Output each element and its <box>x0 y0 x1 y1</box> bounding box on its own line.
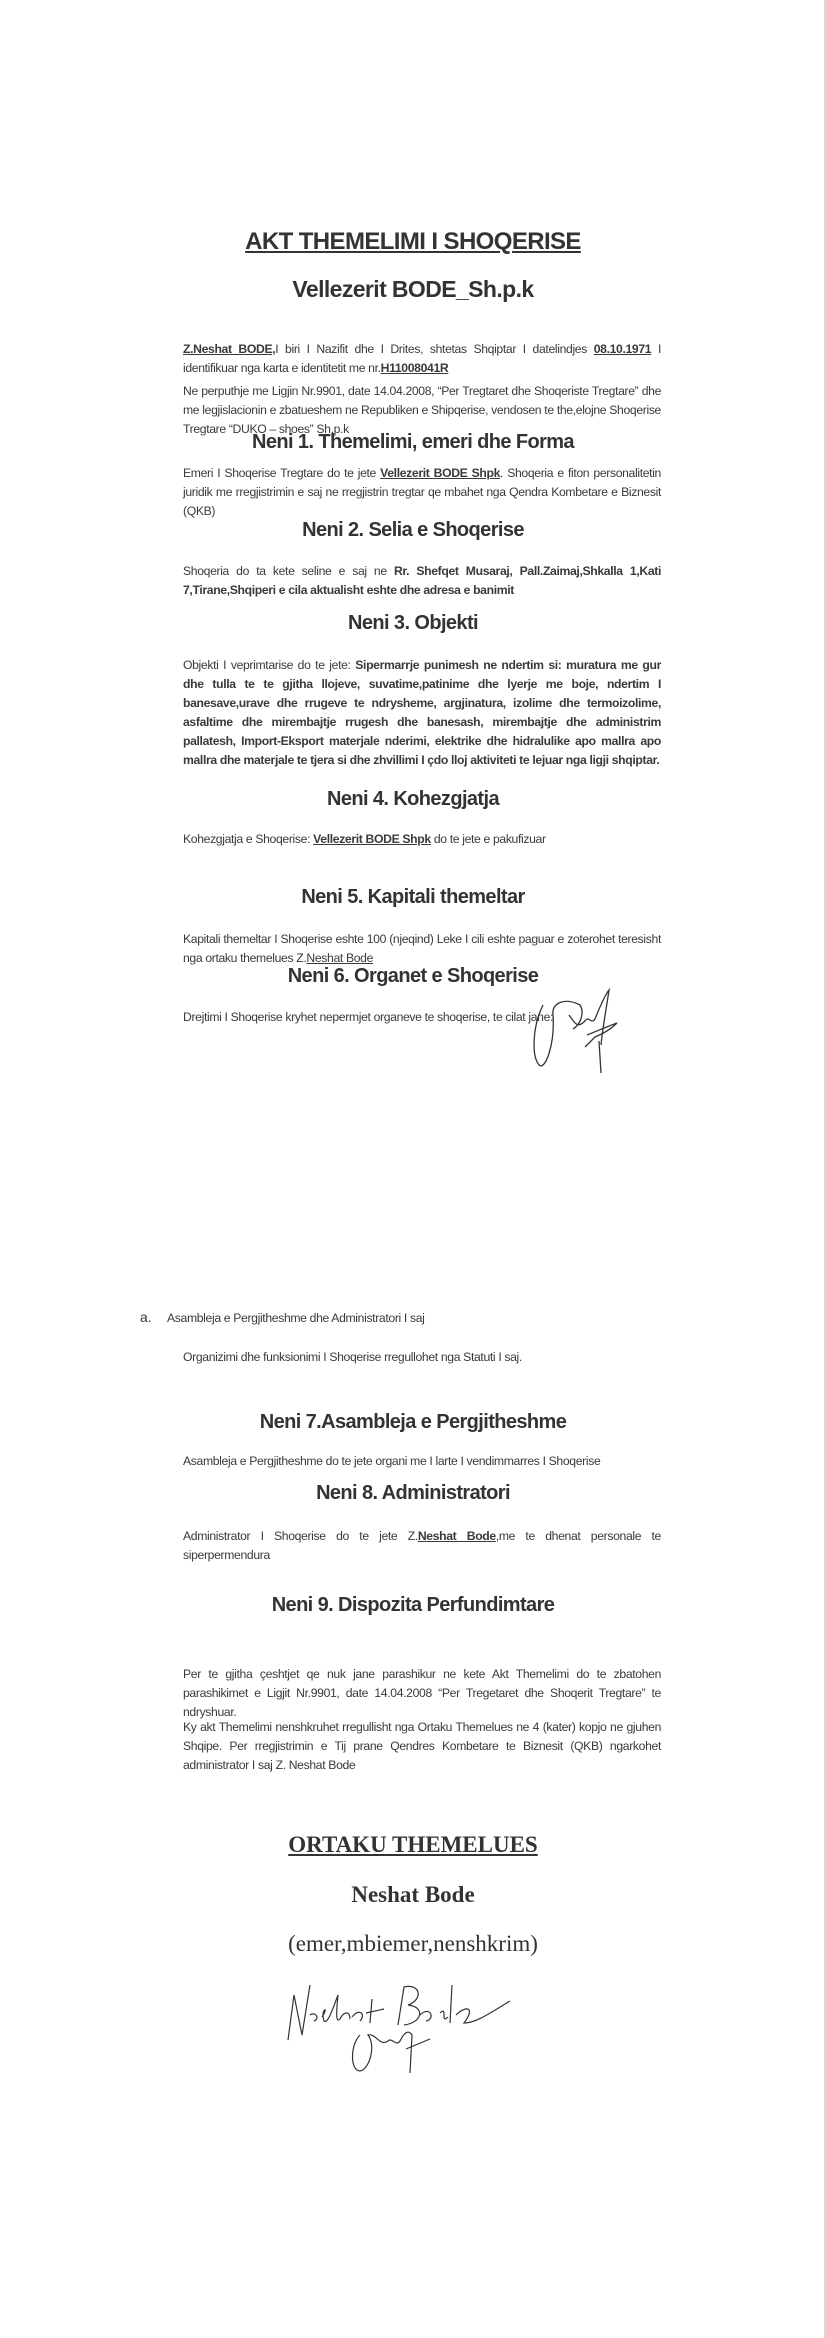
birthdate: 08.10.1971 <box>593 342 652 356</box>
intro-text: I biri I Nazifit dhe I Drites, shtetas Shqiptar I datelindjes <box>275 342 594 356</box>
text: Shoqeria do ta kete seline e saj ne <box>183 564 394 578</box>
article-7-heading: Neni 7.Asambleja e Pergjitheshme <box>259 1411 567 1433</box>
preamble: Ne perputhje me Ligjin Nr.9901, date 14.04.2008, “Per Tregtaret dhe Shoqeriste Tregtare” dhe me legjislacionin e zbatueshem ne Republiken e Shipqerise, vendosen te the,elojne Shoqerise Tregtare “DUKO – shoes” Sh.p.k <box>183 384 661 436</box>
id-number: H11008041R <box>380 361 449 375</box>
article-8-heading: Neni 8. Administratori <box>316 1482 510 1504</box>
article-5-heading: Neni 5. Kapitali themeltar <box>301 886 525 908</box>
initials-signature <box>525 985 635 1075</box>
founder-identification <box>183 340 661 378</box>
text: do te jete e pakufizuar <box>430 832 546 846</box>
signature-heading: ORTAKU THEMELUES <box>288 1832 538 1857</box>
article-9-paragraph-2: Ky akt Themelimi nenshkruhet rregullisht nga Ortaku Themelues ne 4 (kater) kopjo ne gjuhen Shqipe. Per rregjistrimin e Tij prane Qendres Kombetare te Biznesit (QKB) ngarkohet administrator I saj Z. Neshat Bode <box>183 1720 661 1772</box>
address: Rr. Shefqet Musaraj, Pall.Zaimaj,Shkalla 1,Kati 7,Tirane,Shqiperi e cila aktualisht eshte dhe adresa e banimit <box>183 564 661 597</box>
article-3-text <box>183 656 661 770</box>
text: Kapitali themeltar I Shoqerise eshte 100 (njeqind) Leke I cili eshte paguar e zoterohet teresisht nga ortaku themelues Z. <box>183 932 661 965</box>
article-1-text <box>183 464 661 521</box>
intro-text-2: I identifikuar nga karta e identitetit me nr. <box>183 342 661 375</box>
article-4-text <box>183 830 661 849</box>
text: ,me te dhenat personale te siperpermendura <box>183 1529 661 1562</box>
article-7-text: Asambleja e Pergjitheshme do te jete organi me I larte I vendimmarres I Shoqerise <box>183 1454 601 1468</box>
article-6-heading: Neni 6. Organet e Shoqerise <box>287 965 539 987</box>
company-name-ref: Vellezerit BODE Shpk <box>313 832 431 846</box>
text: Kohezgjatja e Shoqerise: <box>183 832 314 846</box>
article-9-paragraph-1: Per te gjitha çeshtjet qe nuk jane parashikur ne kete Akt Themelimi do te zbatohen parashikimet e Ligjit Nr.9901, date 14.04.2008 “Per Tregetaret dhe Shoqerit Tregtare” te ndryshuar. <box>183 1667 661 1719</box>
founder-name-ref: Neshat Bode <box>306 951 374 965</box>
text: Administrator I Shoqerise do te jete Z. <box>183 1529 418 1543</box>
article-6-organization: Organizimi dhe funksionimi I Shoqerise rregullohet nga Statuti I saj. <box>183 1350 522 1364</box>
article-4-heading: Neni 4. Kohezgjatja <box>327 788 499 810</box>
administrator-name: Neshat Bode <box>417 1529 496 1543</box>
article-1-heading: Neni 1. Themelimi, emeri dhe Forma <box>252 431 574 453</box>
handwritten-signature <box>280 1975 530 2075</box>
text: Emeri I Shoqerise Tregtare do te jete <box>183 466 381 480</box>
article-5-text <box>183 930 661 968</box>
article-3-heading: Neni 3. Objekti <box>348 612 478 634</box>
article-9-heading: Neni 9. Dispozita Perfundimtare <box>271 1594 555 1616</box>
company-name-ref: Vellezerit BODE Shpk <box>380 466 501 480</box>
founder-name: Z.Neshat BODE, <box>183 342 276 356</box>
article-8-text <box>183 1527 661 1565</box>
list-marker: a. <box>140 1309 152 1325</box>
text: Objekti I veprimtarise do te jete: <box>183 658 356 672</box>
text: . Shoqeria e fiton personalitetin juridik me rregjistrimin e saj ne rregjistrin tregtar qe mbahet nga Qendra Kombetare e Biznesit (QKB) <box>183 466 661 518</box>
signature-caption: (emer,mbiemer,nenshkrim) <box>288 1931 538 1956</box>
company-name: Vellezerit BODE_Sh.p.k <box>292 276 534 302</box>
article-2-text <box>183 562 661 600</box>
business-object: Sipermarrje punimesh ne ndertim si: muratura me gur dhe tulla te te gjitha llojeve, suvatime,patinime dhe lyerje me boje, ndertim I banesave,urave dhe rrugeve te ndrysheme, argjinatura, izolime dhe termoizolime, asfaltime dhe mirembajtje rrugesh dhe banesash, mirembajtje dhe administrim pallatesh, Import-Eksport materjale nderimi, elektrike dhe hidralulike apo mallra apo mallra dhe materjale te tjera si dhe zhvillimi I çdo lloj aktiviteti te lejuar nga ligji shqiptar. <box>183 658 661 767</box>
list-item: Asambleja e Pergjitheshme dhe Administratori I saj <box>167 1311 425 1325</box>
article-6-text: Drejtimi I Shoqerise kryhet nepermjet organeve te shoqerise, te cilat jane: <box>183 1010 554 1024</box>
article-2-heading: Neni 2. Selia e Shoqerise <box>302 519 524 541</box>
document-title: AKT THEMELIMI I SHOQERISE <box>245 228 581 255</box>
signatory-name: Neshat Bode <box>351 1882 475 1907</box>
